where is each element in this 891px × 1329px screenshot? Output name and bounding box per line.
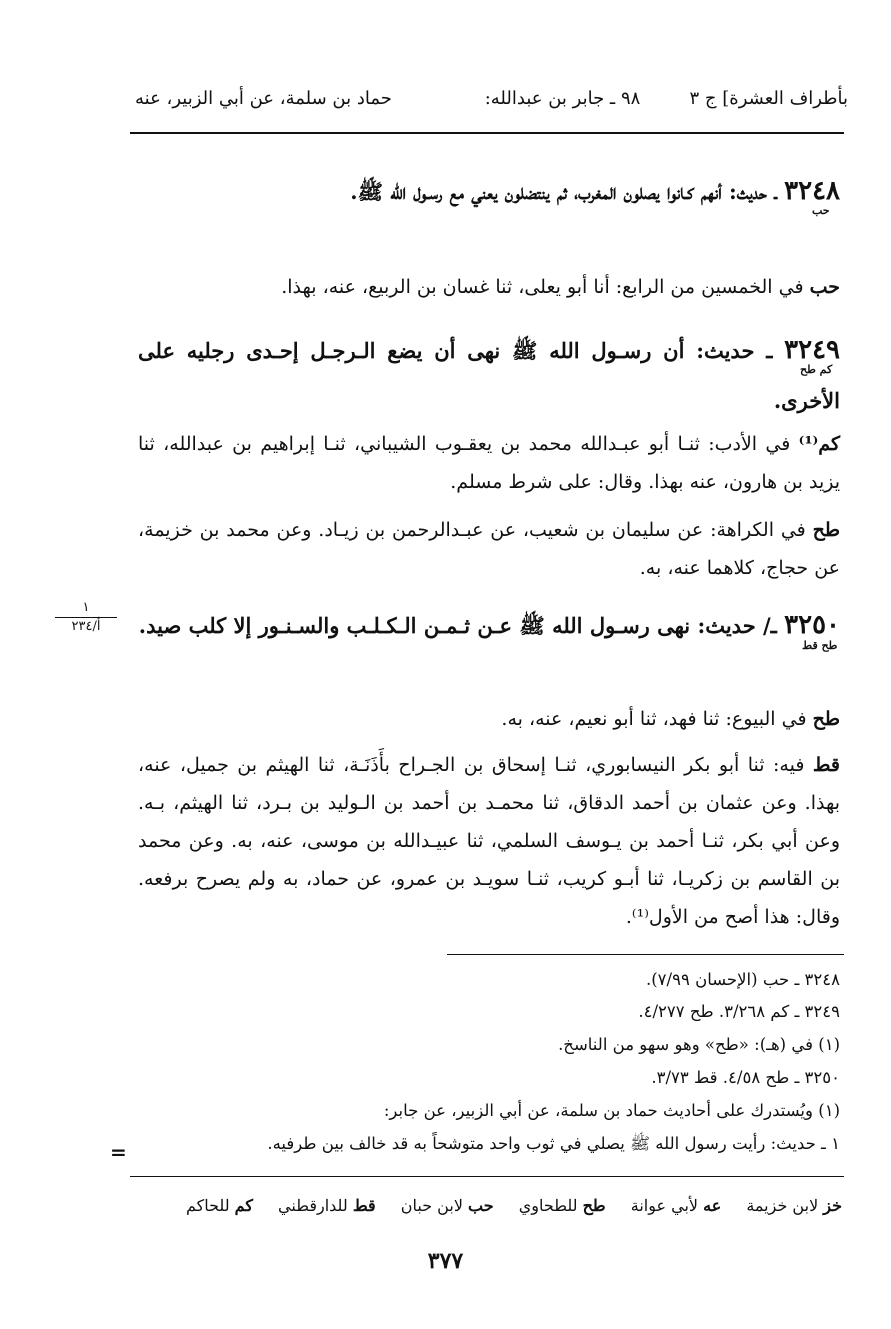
hadith-number: ٣٢٤٨ [784,176,840,206]
header-chapter: ٩٨ ـ جابر بن عبدالله: [484,88,641,109]
source-paragraph [138,425,840,501]
footnote-continuation-mark: = [110,1140,127,1164]
source-text: فيه: ثنا أبو بكر النيسابوري، ثنـا إسحاق بن الجـراح بأَذَنَـة، ثنا الهيثم بن جميل، عنه، بهذا. وعن عثمان بن أحمد الدقاق، ثنا محمـد بن أحمد بن الـوليد بن بـرد، ثنا الهيثم، بـه. وعن أبي بكر، ثنـا أحمد بن يـوسف السلمي، ثنا عبيـدالله بن موسى، عنه، به. وعن محمد بن القاسم بن زكريـا، ثنا أبـو كريب، ثنـا سويـد بن عمرو، عن حماد، به ولم يصرح برفعه. وقال: هذا أصح من الأول⁽¹⁾. [138,754,840,928]
source-code: طح [812,708,840,730]
header-book-volume: بأطراف العشرة] ج ٣ [689,88,848,109]
source-text: في البيوع: ثنا فهد، ثنا أبو نعيم، عنه، به. [501,708,807,730]
hadith-text: ـ/ حديث: نهى رسـول الله ﷺ عـن ثـمـن الـكـلـب والسـنـور إلا كلب صيد. [138,613,777,638]
source-text: في الكراهة: عن سليمان بن شعيب، عن عبـدالرحمن بن زيـاد. وعن محمد بن خزيمة، عن حجاج، كلاهما عنه، به. [138,519,840,579]
footnote: (١) في (هـ): «طح» وهو سهو من الناسخ. [558,1035,840,1054]
legend-rule [130,1176,844,1177]
source-code: كم⁽¹⁾ [798,433,840,455]
hadith-number: ٣٢٤٩ [784,335,841,365]
footnote: ١ ـ حديث: رأيت رسول الله ﷺ يصلي في ثوب واحد متوشحاً به قد خالف بين طرفيه. [267,1134,840,1153]
page-number: ٣٧٧ [427,1248,464,1274]
hadith-3249 [138,325,840,426]
footnote: (١) ويُستدرك على أحاديث حماد بن سلمة، عن أبي الزبير، عن جابر: [383,1101,840,1120]
legend-item: طح للطحاوي [518,1196,606,1215]
legend-item: خز لابن خزيمة [746,1196,842,1215]
margin-folio-note [55,600,117,635]
margin-note-rule [55,617,117,618]
legend-item: كم للحاكم [185,1196,253,1215]
footnote: ٣٢٤٨ ـ حب (الإحسان ٧/٩٩). [645,970,840,989]
hadith-source-codes: طح قط [802,639,838,652]
source-paragraph [138,700,840,738]
abbreviation-legend [130,1191,842,1221]
header-chain: حماد بن سلمة، عن أبي الزبير، عنه [135,88,392,109]
source-code: قط [812,754,841,776]
hadith-source-codes: كم طح [800,363,833,376]
source-text: في الخمسين من الرابع: أنا أبو يعلى، ثنا غسان بن الربيع، عنه، بهذا. [281,276,804,298]
margin-note-top: ١ [82,600,90,615]
legend-item: قط للدارقطني [278,1196,376,1215]
source-paragraph [138,511,840,587]
hadith-text: ـ حديث: أنهم كـانوا يصلون المغرب، ثم ينتضلون يعني مع رسـول الله ﷺ. [350,179,777,204]
legend-item: عه لأبي عوانة [630,1196,722,1215]
header-rule [130,132,844,134]
hadith-3250 [138,600,840,651]
footnote: ٣٢٥٠ ـ طح ٤/٥٨. قط ٣/٧٣. [651,1068,840,1087]
margin-note-bottom: أ/٢٣٤ [71,619,101,634]
source-text: في الأدب: ثنـا أبو عبـدالله محمد بن يعقـوب الشيباني، ثنـا إبراهيم بن عبدالله، ثنا يزيد بن هارون، عنه بهذا. وقال: على شرط مسلم. [138,433,840,493]
hadith-text: ـ حديث: أن رسـول الله ﷺ نهى أن يضع الـرجـل إحـدى رجليه على الأخرى. [138,338,840,413]
source-paragraph [138,746,840,936]
source-code: حب [809,276,840,298]
hadith-number: ٣٢٥٠ [784,610,840,640]
hadith-3248 [138,166,840,217]
source-code: طح [812,519,840,541]
legend-item: حب لابن حبان [400,1196,494,1215]
footnote-rule [447,954,844,955]
footnote: ٣٢٤٩ ـ كم ٣/٢٦٨. طح ٤/٢٧٧. [638,1002,840,1021]
hadith-source-codes: حب [812,204,830,217]
source-paragraph [138,268,840,306]
